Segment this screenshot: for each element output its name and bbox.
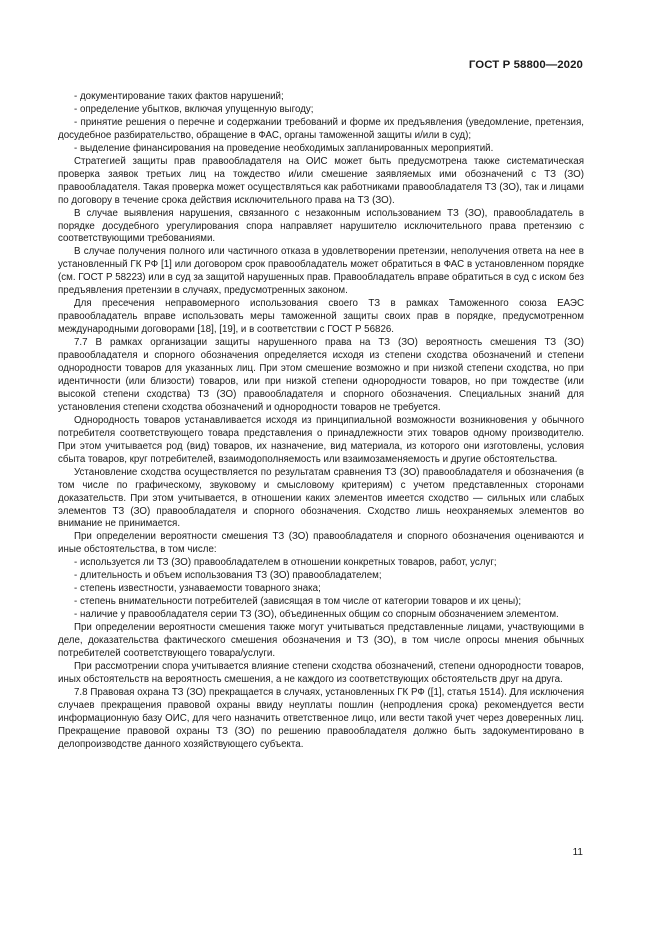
paragraph: При определении вероятности смешения также могут учитываться представленные лицами, участвующими в деле, доказательства фактического смешения обозначения и ТЗ (ЗО), в том числе опросы мнения обычных потребителей соответствующего товара/услуги. — [58, 622, 584, 659]
document-header: ГОСТ Р 58800—2020 — [468, 59, 583, 71]
paragraph: В случае выявления нарушения, связанного с незаконным использованием ТЗ (ЗО), правообладатель в порядке досудебного урегулирования спора направляет нарушителю исключительного права претензию с соответствующими требованиями. — [58, 207, 584, 245]
paragraph: - степень внимательности потребителей (зависящая в том числе от категории товаров и их цены); — [74, 596, 522, 608]
page-number: 11 — [572, 847, 583, 858]
paragraph: - используется ли ТЗ (ЗО) правообладателем в отношении конкретных товаров, работ, услуг; — [74, 557, 497, 569]
paragraph: - принятие решения о перечне и содержании требований и форме их предъявления (уведомление, претензия, досудебное разбирательство, обращение в ФАС, органы таможенной защиты и/или в суд); — [58, 116, 584, 141]
paragraph: - определение убытков, включая упущенную выгоду; — [74, 103, 314, 115]
paragraph: - степень известности, узнаваемости товарного знака; — [74, 583, 321, 595]
paragraph: 7.8 Правовая охрана ТЗ (ЗО) прекращается в случаях, установленных ГК РФ ([1], статья 1514). Для исключения случаев прекращения правовой охраны ввиду неуплаты пошлин (непродления срока) рекомендуется вести информационную базу ОИС, для чего назначить ответственное лицо, или вести такой учет через доверенных лиц. Прекращение правовой охраны ТЗ (ЗО) по решению правообладателя должно быть задокументировано в делопроизводстве данного хозяйствующего субъекта. — [58, 686, 584, 750]
paragraph: 7.7 В рамках организации защиты нарушенного права на ТЗ (ЗО) вероятность смешения ТЗ (ЗО) правообладателя и спорного обозначения определяется исходя из степени сходства обозначений и степени однородности товаров для указанных лиц. При этом смешение возможно и при низкой степени сходства, но при идентичности (или близости) товаров, или при низкой степени однородности товаров, но при тождестве (или высокой степени сходства) ТЗ (ЗО) правообладателя и спорного обозначения. Специальных знаний для установления степени сходства обозначений и однородности товаров не требуется. — [58, 337, 584, 413]
paragraph: Установление сходства осуществляется по результатам сравнения ТЗ (ЗО) правообладателя и обозначения (в том числе по графическому, звуковому и смысловому критериям) с учетом представленных сторонами доказательств. При этом учитывается, в отношении каких элементов имеется сходство — сильных или слабых элементов ТЗ (ЗО) правообладателя и спорного обозначения. Сходство лишь неохраняемых элементов во внимание не принимается. — [58, 466, 584, 530]
paragraph: - выделение финансирования на проведение необходимых запланированных мероприятий. — [74, 142, 494, 154]
paragraph: Для пресечения неправомерного использования своего ТЗ в рамках Таможенного союза ЕАЭС правообладатель вправе использовать меры таможенной защиты своих прав в порядке, предусмотренном международными договорами [18], [19], и в соответствии с ГОСТ Р 56826. — [58, 298, 584, 336]
document-body — [58, 91, 584, 752]
paragraph: - длительность и объем использования ТЗ (ЗО) правообладателем; — [74, 570, 382, 582]
paragraph: - документирование таких фактов нарушений; — [74, 91, 284, 102]
paragraph: Стратегией защиты прав правообладателя на ОИС может быть предусмотрена также систематическая проверка заявок третьих лиц на тождество и/или смешение заявляемых ими обозначений с ТЗ (ЗО) правообладателя. Такая проверка может осуществляться как работниками правообладателя ТЗ (ЗО), так и лицами по договору в течение срока действия исключительного права на ТЗ (ЗО). — [58, 155, 584, 206]
paragraph: При определении вероятности смешения ТЗ (ЗО) правообладателя и спорного обозначения оцениваются и иные обстоятельства, в том числе: — [58, 531, 584, 556]
paragraph: - наличие у правообладателя серии ТЗ (ЗО), объединенных общим со спорным обозначением элементом. — [74, 609, 559, 621]
paragraph: В случае получения полного или частичного отказа в удовлетворении претензии, неполучения ответа на нее в установленный ГК РФ [1] или договором срок правообладатель может обратиться в ФАС в установленном порядке (см. ГОСТ Р 58223) или в суд за защитой нарушенных прав. Правообладатель вправе обратиться в суд с иском без предъявления претензии в случаях, предусмотренных законом. — [58, 246, 584, 297]
paragraph: Однородность товаров устанавливается исходя из принципиальной возможности возникновения у обычного потребителя соответствующего товара представления о принадлежности этих товаров одному производителю. При этом учитывается род (вид) товаров, их назначение, вид материала, из которого они изготовлены, условия сбыта товаров, круг потребителей, взаимодополняемость или взаимозаменяемость и другие обстоятельства. — [58, 414, 584, 465]
paragraph: При рассмотрении спора учитывается влияние степени сходства обозначений, степени однородности товаров, иных обстоятельств на вероятность смешения, а не каждого из соответствующих обстоятельств друг на друга. — [58, 660, 584, 685]
